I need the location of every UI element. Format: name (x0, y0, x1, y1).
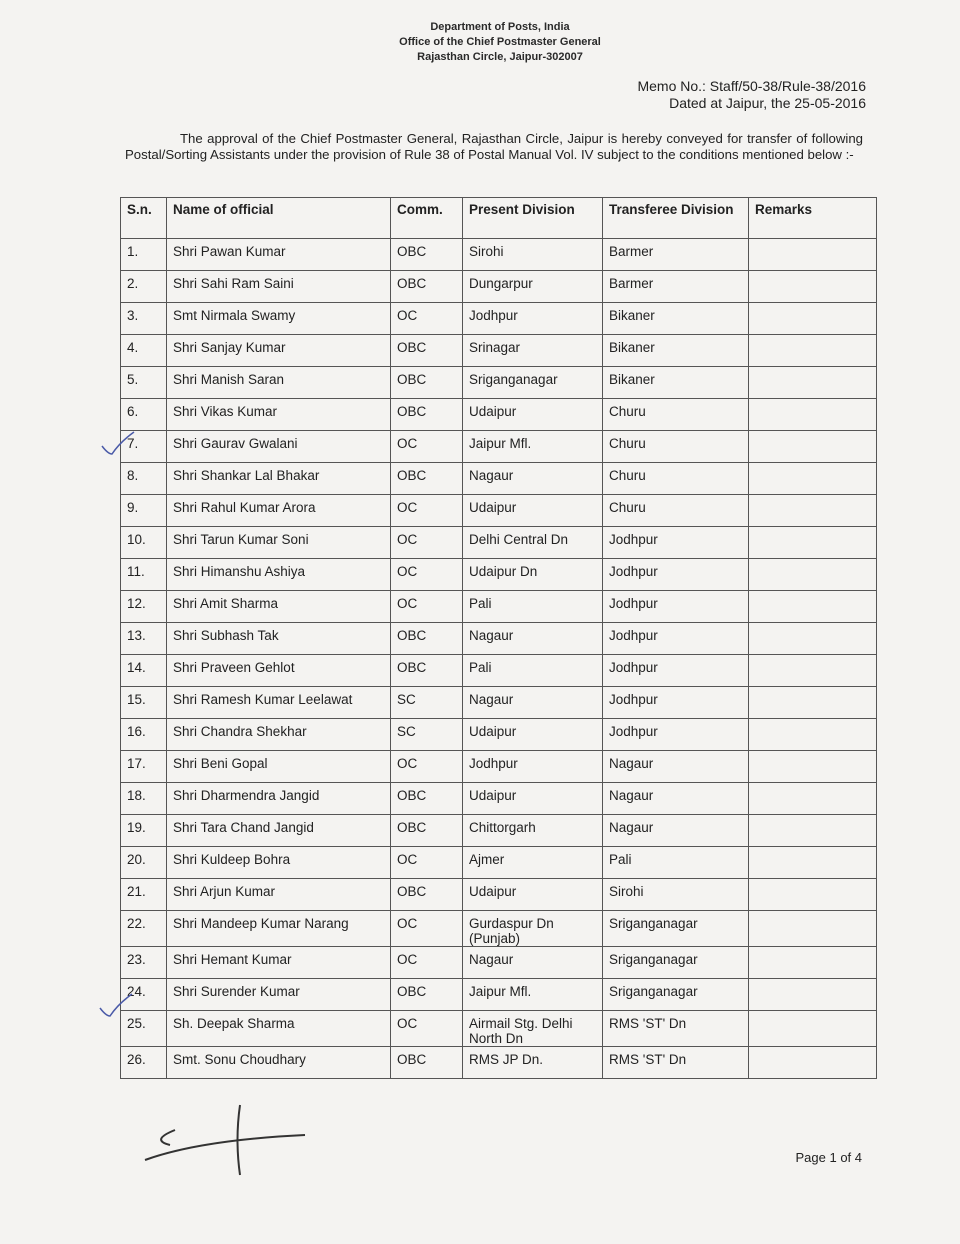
table-cell: OC (391, 911, 463, 947)
table-row (121, 783, 877, 815)
table-row (121, 911, 877, 947)
table-cell: Chittorgarh (463, 815, 603, 847)
column-header: Transferee Division (603, 198, 749, 239)
table-cell: 5. (121, 367, 167, 399)
table-cell: Shri Surender Kumar (167, 979, 391, 1011)
table-cell (749, 947, 877, 979)
table-row (121, 431, 877, 463)
table-row (121, 623, 877, 655)
table-cell: Jodhpur (603, 591, 749, 623)
table-row (121, 463, 877, 495)
table-row (121, 979, 877, 1011)
table-row (121, 815, 877, 847)
table-cell: Shri Beni Gopal (167, 751, 391, 783)
table-cell (749, 687, 877, 719)
column-header: Comm. (391, 198, 463, 239)
table-cell: Smt Nirmala Swamy (167, 303, 391, 335)
table-cell: 10. (121, 527, 167, 559)
table-cell: Shri Tarun Kumar Soni (167, 527, 391, 559)
table-cell: OBC (391, 979, 463, 1011)
table-cell: Pali (463, 655, 603, 687)
table-cell: Udaipur (463, 879, 603, 911)
table-cell (749, 559, 877, 591)
table-row (121, 495, 877, 527)
table-row (121, 399, 877, 431)
column-header: Present Division (463, 198, 603, 239)
table-cell: 3. (121, 303, 167, 335)
table-cell: 8. (121, 463, 167, 495)
table-cell (749, 239, 877, 271)
table-cell (749, 623, 877, 655)
table-cell: Jodhpur (603, 655, 749, 687)
checkmark-icon (98, 990, 138, 1020)
table-row (121, 655, 877, 687)
table-cell: OBC (391, 783, 463, 815)
table-cell: Airmail Stg. Delhi North Dn (463, 1011, 603, 1047)
table-row (121, 751, 877, 783)
table-cell: 12. (121, 591, 167, 623)
letterhead-dept: Department of Posts, India (430, 21, 570, 33)
table-cell: Sirohi (463, 239, 603, 271)
table-cell: Srinagar (463, 335, 603, 367)
body-paragraph (125, 131, 863, 163)
table-cell: Shri Kuldeep Bohra (167, 847, 391, 879)
table-cell: Nagaur (603, 783, 749, 815)
table-cell: 2. (121, 271, 167, 303)
table-cell: Udaipur Dn (463, 559, 603, 591)
table-cell (749, 1047, 877, 1079)
table-cell (749, 751, 877, 783)
table-cell: Bikaner (603, 335, 749, 367)
table-cell: Jodhpur (463, 303, 603, 335)
table-cell: Shri Sanjay Kumar (167, 335, 391, 367)
table-cell: Jodhpur (603, 687, 749, 719)
table-cell: 25. (121, 1011, 167, 1047)
table-cell: OC (391, 527, 463, 559)
table-cell: Sriganganagar (463, 367, 603, 399)
table-cell: OC (391, 751, 463, 783)
table-row (121, 367, 877, 399)
table-cell: OBC (391, 879, 463, 911)
table-cell: OC (391, 1011, 463, 1047)
table-cell: Gurdaspur Dn (Punjab) (463, 911, 603, 947)
table-cell: OBC (391, 239, 463, 271)
table-cell (749, 847, 877, 879)
table-cell: 26. (121, 1047, 167, 1079)
table-cell: OBC (391, 1047, 463, 1079)
table-cell (749, 911, 877, 947)
table-cell: 1. (121, 239, 167, 271)
table-row (121, 591, 877, 623)
table-cell: OBC (391, 623, 463, 655)
table-cell: Pali (603, 847, 749, 879)
table-row (121, 687, 877, 719)
table-cell: Barmer (603, 271, 749, 303)
table-cell: OBC (391, 399, 463, 431)
table-cell: Nagaur (463, 687, 603, 719)
table-cell: Shri Subhash Tak (167, 623, 391, 655)
table-cell: OC (391, 947, 463, 979)
table-cell: 16. (121, 719, 167, 751)
table-cell: Jodhpur (463, 751, 603, 783)
table-cell: Nagaur (463, 463, 603, 495)
table-cell (749, 367, 877, 399)
table-cell: Shri Pawan Kumar (167, 239, 391, 271)
table-cell: 23. (121, 947, 167, 979)
table-cell: Nagaur (463, 623, 603, 655)
table-row (121, 271, 877, 303)
table-cell: Shri Chandra Shekhar (167, 719, 391, 751)
table-row (121, 847, 877, 879)
table-cell (749, 303, 877, 335)
table-cell: Pali (463, 591, 603, 623)
table-cell: Sriganganagar (603, 979, 749, 1011)
table-cell: Shri Tara Chand Jangid (167, 815, 391, 847)
table-cell: Sh. Deepak Sharma (167, 1011, 391, 1047)
table-row (121, 1047, 877, 1079)
table-cell: OC (391, 559, 463, 591)
table-cell: OC (391, 847, 463, 879)
body-text: The approval of the Chief Postmaster General, Rajasthan Circle, Jaipur is hereby conveyed for transfer of following Postal/Sorting Assistants under the provision of Rule 38 of Postal Manual Vol. IV subject to the conditions mentioned below :- (125, 131, 863, 162)
table-cell: Shri Gaurav Gwalani (167, 431, 391, 463)
table-cell: OC (391, 495, 463, 527)
column-header: Remarks (749, 198, 877, 239)
table-cell: Udaipur (463, 399, 603, 431)
table-cell (749, 271, 877, 303)
table-cell (749, 431, 877, 463)
table-row (121, 559, 877, 591)
table-cell: 18. (121, 783, 167, 815)
table-cell: OBC (391, 271, 463, 303)
table-cell: OBC (391, 463, 463, 495)
table-cell: Churu (603, 431, 749, 463)
table-cell: 19. (121, 815, 167, 847)
table-cell: Dungarpur (463, 271, 603, 303)
table-cell: RMS 'ST' Dn (603, 1011, 749, 1047)
letterhead-office: Office of the Chief Postmaster General (399, 36, 601, 48)
table-cell: 11. (121, 559, 167, 591)
table-row (121, 719, 877, 751)
table-cell (749, 783, 877, 815)
table-cell: Shri Shankar Lal Bhakar (167, 463, 391, 495)
table-cell: Shri Rahul Kumar Arora (167, 495, 391, 527)
table-cell: Shri Vikas Kumar (167, 399, 391, 431)
table-cell: 15. (121, 687, 167, 719)
table-cell: Nagaur (603, 815, 749, 847)
table-cell (749, 1011, 877, 1047)
table-cell: 17. (121, 751, 167, 783)
table-cell (749, 335, 877, 367)
table-cell: OBC (391, 367, 463, 399)
table-row (121, 879, 877, 911)
table-cell: 22. (121, 911, 167, 947)
table-cell: 21. (121, 879, 167, 911)
table-cell: 7. (121, 431, 167, 463)
table-cell: Shri Mandeep Kumar Narang (167, 911, 391, 947)
signature-icon (140, 1100, 320, 1180)
table-cell: 14. (121, 655, 167, 687)
table-cell: OBC (391, 655, 463, 687)
table-cell: 20. (121, 847, 167, 879)
table-cell: Sriganganagar (603, 911, 749, 947)
table-cell: Jodhpur (603, 559, 749, 591)
table-cell: Nagaur (463, 947, 603, 979)
table-cell: Shri Himanshu Ashiya (167, 559, 391, 591)
table-cell: SC (391, 687, 463, 719)
table-cell (749, 655, 877, 687)
table-row (121, 303, 877, 335)
column-header: Name of official (167, 198, 391, 239)
table-cell: Udaipur (463, 783, 603, 815)
table-header-row (121, 198, 877, 239)
memo-date: Dated at Jaipur, the 25-05-2016 (669, 95, 866, 111)
table-cell: Jodhpur (603, 623, 749, 655)
table-row (121, 239, 877, 271)
table-cell: RMS JP Dn. (463, 1047, 603, 1079)
table-cell: RMS 'ST' Dn (603, 1047, 749, 1079)
table-cell: Jodhpur (603, 527, 749, 559)
checkmark-icon (100, 428, 140, 458)
table-cell: Shri Amit Sharma (167, 591, 391, 623)
table-cell: OC (391, 303, 463, 335)
table-row (121, 1011, 877, 1047)
letterhead-address: Rajasthan Circle, Jaipur-302007 (417, 51, 583, 63)
table-cell: Delhi Central Dn (463, 527, 603, 559)
table-cell (749, 979, 877, 1011)
table-cell (749, 591, 877, 623)
table-cell: Jaipur Mfl. (463, 431, 603, 463)
table-cell: Sirohi (603, 879, 749, 911)
table-cell (749, 527, 877, 559)
table-cell: Shri Dharmendra Jangid (167, 783, 391, 815)
page-number: Page 1 of 4 (795, 1150, 862, 1165)
table-cell: Shri Arjun Kumar (167, 879, 391, 911)
table-cell: 13. (121, 623, 167, 655)
table-cell: OBC (391, 335, 463, 367)
table-cell: Shri Manish Saran (167, 367, 391, 399)
table-cell: 24. (121, 979, 167, 1011)
table-cell: SC (391, 719, 463, 751)
column-header: S.n. (121, 198, 167, 239)
memo-number: Memo No.: Staff/50-38/Rule-38/2016 (637, 78, 866, 94)
table-cell (749, 815, 877, 847)
table-cell: Nagaur (603, 751, 749, 783)
table-cell (749, 463, 877, 495)
table-cell: Churu (603, 463, 749, 495)
table-cell: Churu (603, 495, 749, 527)
table-cell: 9. (121, 495, 167, 527)
table-cell: Jodhpur (603, 719, 749, 751)
table-cell (749, 879, 877, 911)
table-cell: Smt. Sonu Choudhary (167, 1047, 391, 1079)
table-cell: OC (391, 591, 463, 623)
table-cell: Shri Sahi Ram Saini (167, 271, 391, 303)
table-cell (749, 399, 877, 431)
table-row (121, 527, 877, 559)
table-cell: Shri Ramesh Kumar Leelawat (167, 687, 391, 719)
table-cell: OC (391, 431, 463, 463)
table-row (121, 947, 877, 979)
table-cell: Churu (603, 399, 749, 431)
table-cell: Shri Hemant Kumar (167, 947, 391, 979)
table-cell: Shri Praveen Gehlot (167, 655, 391, 687)
table-cell: Udaipur (463, 719, 603, 751)
table-cell: Jaipur Mfl. (463, 979, 603, 1011)
table-cell: Udaipur (463, 495, 603, 527)
table-cell: Barmer (603, 239, 749, 271)
table-cell: Sriganganagar (603, 947, 749, 979)
table-cell: Ajmer (463, 847, 603, 879)
table-cell (749, 495, 877, 527)
table-cell: Bikaner (603, 303, 749, 335)
table-cell: 4. (121, 335, 167, 367)
transfer-table (120, 197, 877, 1079)
table-cell: OBC (391, 815, 463, 847)
table-cell: Bikaner (603, 367, 749, 399)
memo-block (637, 78, 866, 112)
table-cell (749, 719, 877, 751)
table-row (121, 335, 877, 367)
letterhead (0, 20, 960, 65)
table-cell: 6. (121, 399, 167, 431)
